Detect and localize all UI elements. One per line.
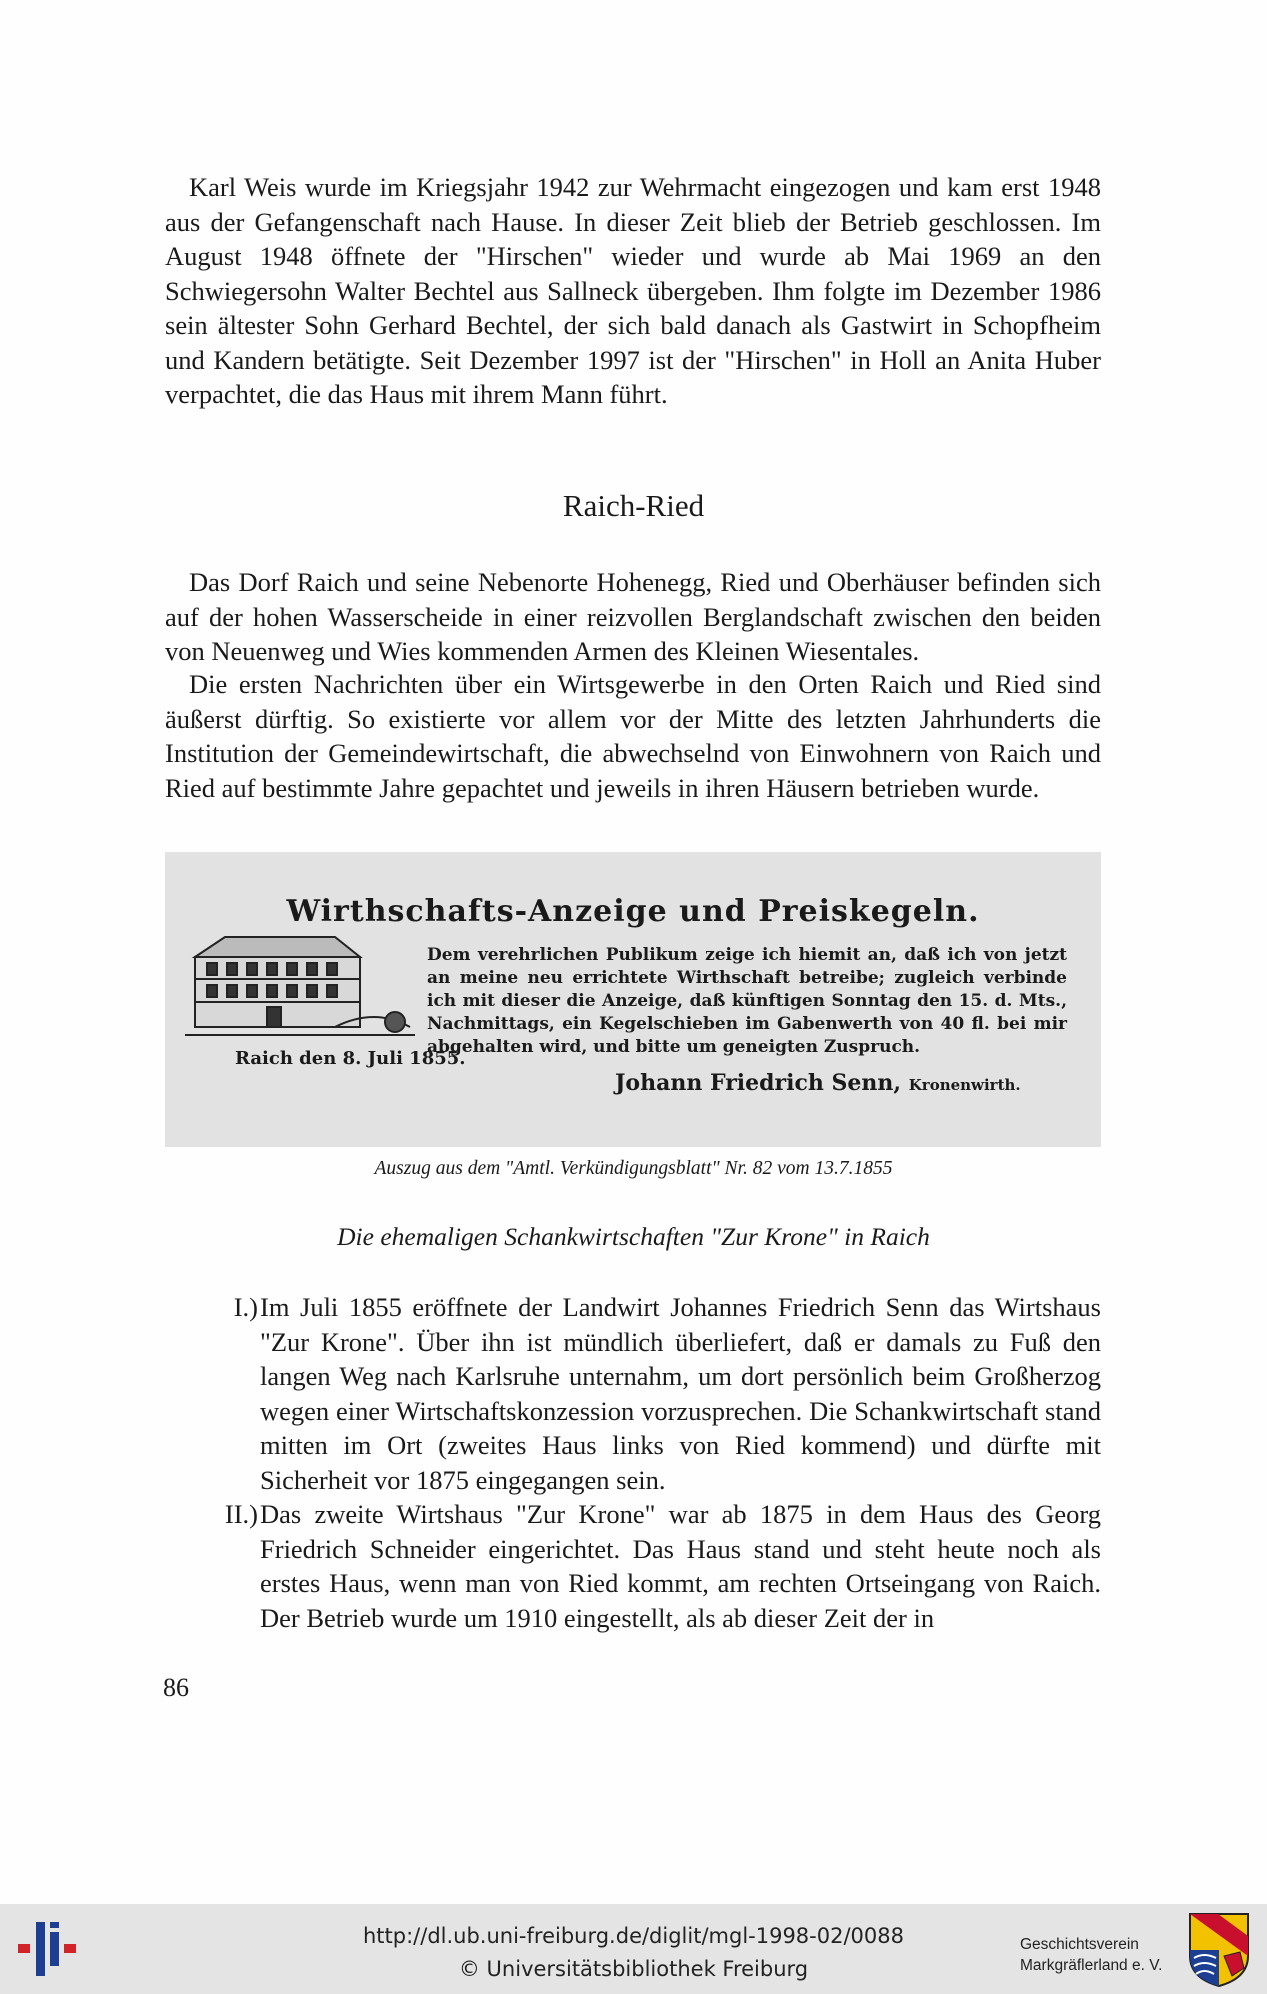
- organization-line-2: Markgräflerland e. V.: [1020, 1957, 1163, 1974]
- list-item: [165, 1497, 1101, 1635]
- organization-line-1: Geschichtsverein: [1020, 1936, 1139, 1953]
- document-url-link[interactable]: http://dl.ub.uni-freiburg.de/diglit/mgl-1998-02/0088: [362, 1924, 904, 1948]
- list-item-text: Im Juli 1855 eröffnete der Landwirt Johannes Friedrich Senn das Wirtshaus "Zur Krone". Über ihn ist mündlich überliefert, daß er damals zu Fuß den langen Weg nach Karlsruhe unternahm, um dort persönlich beim Großherzog wegen einer Wirtschaftskonzession vorzusprechen. Die Schankwirtschaft stand mitten im Ort (zweites Haus links von Ried kommend) und dürfte mit Sicherheit vor 1875 eingegangen sein.: [260, 1292, 1101, 1495]
- list-item: [165, 1290, 1101, 1497]
- clipping-signature: [615, 1070, 1021, 1096]
- signature-name: Johann Friedrich Senn,: [615, 1070, 902, 1096]
- list-item-number: II.): [224, 1499, 258, 1529]
- subsection-heading: Die ehemaligen Schankwirtschaften "Zur Krone" in Raich: [337, 1222, 930, 1251]
- krone-history-list: [165, 1290, 1101, 1635]
- paragraph-hirschen: Karl Weis wurde im Kriegsjahr 1942 zur Wehrmacht eingezogen und kam erst 1948 aus der Gefangenschaft nach Hause. In dieser Zeit blieb der Betrieb geschlossen. Im August 1948 öffnete der "Hirschen" wieder und wurde ab Mai 1969 an den Schwiegersohn Walter Bechtel aus Sallneck übergeben. Ihm folgte im Dezember 1986 sein ältester Sohn Gerhard Bechtel, der sich bald danach als Gastwirt in Schopfheim und Kandern betätigte. Seit Dezember 1997 ist der "Hirschen" in Holl an Anita Huber verpachtet, die das Haus mit ihrem Mann führt.: [165, 172, 1101, 409]
- newspaper-clipping: [165, 852, 1101, 1147]
- coat-of-arms-icon: [1188, 1912, 1250, 1988]
- paragraph-raich-location: Das Dorf Raich und seine Nebenorte Hohenegg, Ried und Oberhäuser befinden sich auf der hohen Wasserscheide in einer reizvollen Berglandschaft zwischen den beiden von Neuenweg und Wies kommenden Armen des Kleinen Wiesentales.: [165, 567, 1101, 666]
- footer-bar: [0, 1904, 1267, 1994]
- clipping-caption: Auszug aus dem "Amtl. Verkündigungsblatt" Nr. 82 vom 13.7.1855: [374, 1158, 893, 1179]
- signature-role: Kronenwirth.: [908, 1076, 1021, 1094]
- inn-building-illustration: [185, 927, 420, 1047]
- paragraph-gemeindewirtschaft: Die ersten Nachrichten über ein Wirtsgewerbe in den Orten Raich und Ried sind äußerst dürftig. So existierte vor allem vor der Mitte des letzten Jahrhunderts die Institution der Gemeindewirtschaft, die abwechselnd von Einwohnern von Raich und Ried auf bestimmte Jahre gepachtet und jeweils in ihren Häusern betrieben wurde.: [165, 669, 1101, 803]
- section-heading: Raich-Ried: [562, 488, 705, 523]
- clipping-body: Dem verehrlichen Publikum zeige ich hiemit an, daß ich von jetzt an meine neu errichtete Wirthschaft betreibe; zugleich verbinde ich mit dieser die Anzeige, daß künftigen Sonntag den 15. d. Mts., Nachmittags, ein Kegelschieben im Gabenwerth von 40 fl. bei mir abgehalten wird, und bitte um geneigten Zuspruch.: [427, 945, 1067, 1057]
- list-item-text: Das zweite Wirtshaus "Zur Krone" war ab 1875 in dem Haus des Georg Friedrich Schneider eingerichtet. Das Haus stand und steht heute noch als erstes Haus, wenn man von Ried kommt, am rechten Ortseingang von Raich. Der Betrieb wurde um 1910 eingestellt, als ab dieser Zeit der in: [260, 1499, 1101, 1633]
- copyright-text: © Universitätsbibliothek Freiburg: [458, 1957, 809, 1981]
- clipping-title: Wirthschafts-Anzeige und Preiskegeln.: [286, 894, 980, 929]
- clipping-place-date: Raich den 8. Juli 1855.: [235, 1048, 466, 1069]
- page-number: 86: [163, 1673, 189, 1702]
- list-item-number: I.): [233, 1292, 258, 1322]
- organization-name: [1020, 1934, 1162, 1976]
